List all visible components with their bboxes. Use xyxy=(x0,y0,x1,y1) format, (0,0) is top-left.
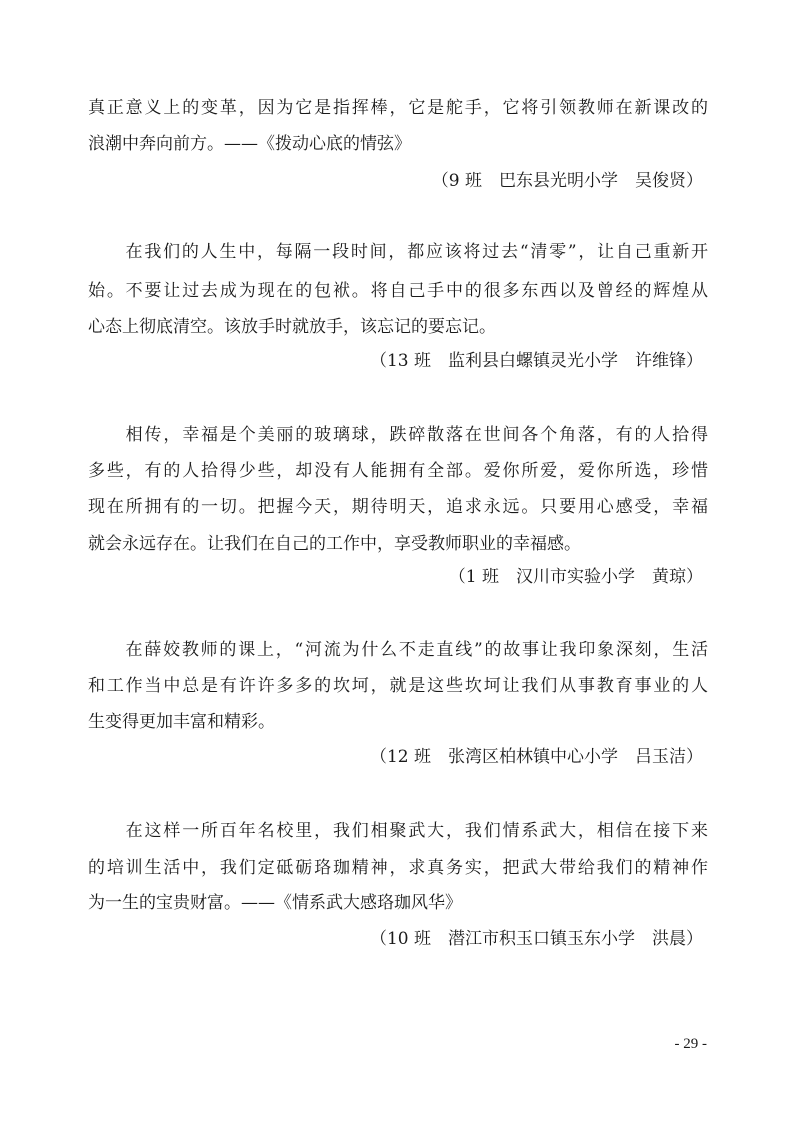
paragraph-line: 在薛姣教师的课上，“河流为什么不走直线”的故事让我印象深刻，生活 xyxy=(88,640,708,660)
paragraph-line: 多些，有的人拾得少些，却没有人能拥有全部。爱你所爱，爱你所选，珍惜 xyxy=(88,461,708,481)
paragraph-line: 就会永远存在。让我们在自己的工作中，享受教师职业的幸福感。 xyxy=(88,534,581,554)
author-signature: （12 班 张湾区柏林镇中心小学 吕玉洁） xyxy=(369,747,703,767)
paragraph-line: 在我们的人生中，每隔一段时间，都应该将过去“清零”，让自己重新开 xyxy=(88,242,708,262)
author-signature: （13 班 监利县白螺镇灵光小学 许维锋） xyxy=(369,351,703,371)
page-number: - 29 - xyxy=(674,1036,707,1052)
paragraph-line: 为一生的宝贵财富。——《情系武大感珞珈风华》 xyxy=(88,893,462,913)
paragraph-line: 在这样一所百年名校里，我们相聚武大，我们情系武大，相信在接下来 xyxy=(88,821,708,841)
author-signature: （9 班 巴东县光明小学 吴俊贤） xyxy=(431,171,703,191)
paragraph-line: 相传，幸福是个美丽的玻璃球，跌碎散落在世间各个角落，有的人拾得 xyxy=(88,425,708,445)
paragraph-line: 的培训生活中，我们定砥砺珞珈精神，求真务实，把武大带给我们的精神作 xyxy=(88,858,708,878)
author-signature: （1 班 汉川市实验小学 黄琼） xyxy=(448,567,703,587)
author-signature: （10 班 潜江市积玉口镇玉东小学 洪晨） xyxy=(369,929,703,949)
paragraph-line: 始。不要让过去成为现在的包袱。将自己手中的很多东西以及曾经的辉煌从 xyxy=(88,281,708,301)
paragraph-line: 现在所拥有的一切。把握今天，期待明天，追求永远。只要用心感受，幸福 xyxy=(88,497,708,517)
paragraph-line: 生变得更加丰富和精彩。 xyxy=(88,712,275,732)
paragraph-line: 浪潮中奔向前方。——《拨动心底的情弦》 xyxy=(88,134,411,154)
paragraph-line: 心态上彻底清空。该放手时就放手，该忘记的要忘记。 xyxy=(88,317,496,337)
paragraph-line: 真正意义上的变革，因为它是指挥棒，它是舵手，它将引领教师在新课改的 xyxy=(88,98,708,118)
paragraph-line: 和工作当中总是有许许多多的坎坷，就是这些坎坷让我们从事教育事业的人 xyxy=(88,676,708,696)
